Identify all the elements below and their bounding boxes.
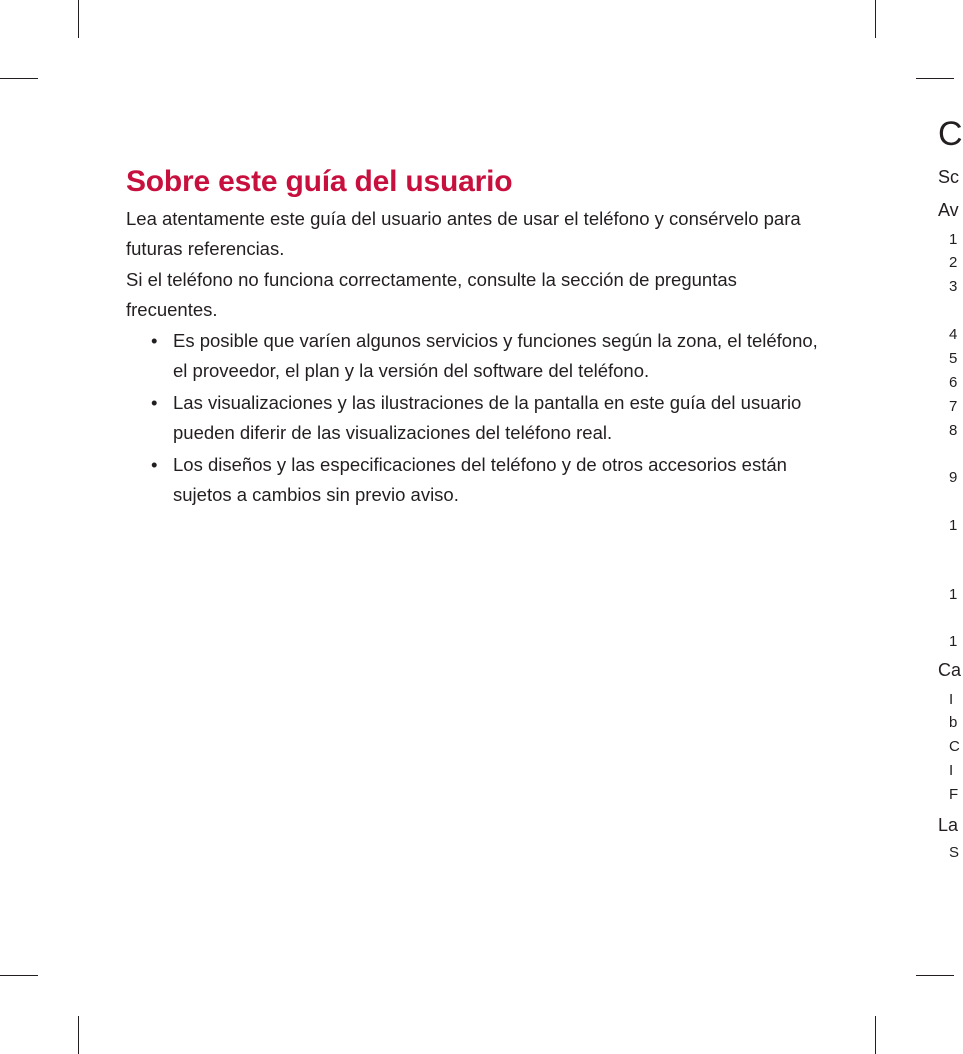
notice-list: [126, 326, 826, 509]
crop-mark-top-left: [78, 0, 79, 38]
facing-entry: 9: [949, 469, 958, 486]
facing-entry: 1: [949, 517, 958, 534]
facing-entry: 6: [949, 374, 958, 391]
bullet-icon: •: [151, 392, 158, 413]
manual-section: [126, 160, 826, 512]
facing-page-cutoff: [938, 0, 963, 1054]
facing-entry: C: [949, 738, 960, 755]
list-item-text: Los diseños y las especificaciones del teléfono y de otros accesorios están sujetos a cambios sin previo aviso.: [173, 454, 787, 505]
troubleshooting-paragraph: Si el teléfono no funciona correctamente, consulte la sección de preguntas frecuentes.: [126, 269, 737, 320]
facing-entry: I: [949, 691, 954, 708]
bullet-icon: •: [151, 454, 158, 475]
crop-mark-left-bottom: [0, 975, 38, 976]
crop-mark-bottom-left: [78, 1016, 79, 1054]
list-item: [126, 388, 826, 447]
facing-entry: 5: [949, 350, 958, 367]
list-item: [126, 450, 826, 509]
facing-entry: I: [949, 762, 954, 779]
section-title: Sobre este guía del usuario: [126, 165, 513, 198]
facing-entry: 4: [949, 326, 958, 343]
facing-entry: 1: [949, 586, 958, 603]
bullet-icon: •: [151, 330, 158, 351]
crop-mark-bottom-right: [875, 1016, 876, 1054]
list-item-text: Las visualizaciones y las ilustraciones de la pantalla en este guía del usuario pueden diferir de las visualizaciones del teléfono real.: [173, 392, 802, 443]
facing-entry: 2: [949, 254, 958, 271]
facing-entry: b: [949, 714, 958, 731]
facing-entry: Ca: [938, 660, 962, 680]
list-item: [126, 326, 826, 385]
list-item-text: Es posible que varíen algunos servicios y funciones según la zona, el teléfono, el proveedor, el plan y la versión del software del teléfono.: [173, 330, 818, 381]
facing-entry: Sc: [938, 167, 960, 187]
facing-entry: 1: [949, 633, 958, 650]
facing-entry: 7: [949, 398, 958, 415]
facing-entry: Av: [938, 200, 959, 220]
crop-mark-top-right: [875, 0, 876, 38]
facing-entry: 8: [949, 422, 958, 439]
facing-entry: S: [949, 844, 960, 861]
facing-entry: 1: [949, 231, 958, 248]
facing-entry: 3: [949, 278, 958, 295]
facing-entry: La: [938, 815, 959, 835]
crop-mark-left-top: [0, 78, 38, 79]
facing-heading: C: [938, 115, 963, 153]
facing-entry: F: [949, 786, 959, 803]
intro-paragraph: Lea atentamente este guía del usuario antes de usar el teléfono y consérvelo para futuras referencias.: [126, 208, 801, 259]
